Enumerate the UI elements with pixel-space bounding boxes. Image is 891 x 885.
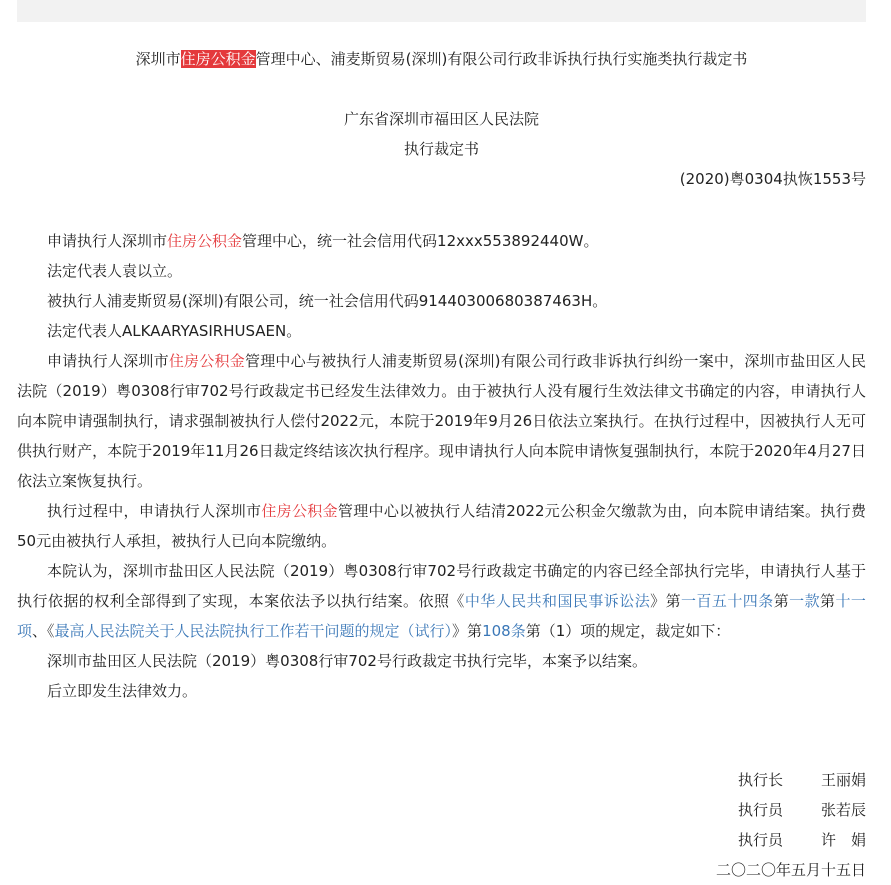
case-background-paragraph	[17, 346, 866, 496]
text-segment: 第	[773, 592, 790, 610]
text-segment: 申请执行人深圳市	[47, 232, 168, 250]
text-segment: 管理中心以被执行人结清2022元公积金欠缴款为由，向本院申请结案。执行费50元由被执行人承担，被执行人已向本院缴纳。	[17, 502, 866, 550]
text-segment: 执行过程中，申请执行人深圳市	[47, 502, 262, 520]
civil-procedure-law-link[interactable]: 中华人民共和国民事诉讼法	[464, 592, 651, 610]
court-name: 广东省深圳市福田区人民法院	[343, 110, 539, 128]
document-body	[17, 226, 866, 706]
effect-paragraph: 后立即发生法律效力。	[47, 682, 198, 700]
applicant-representative: 法定代表人袁以立。	[47, 262, 183, 280]
text-segment: 、《	[32, 622, 55, 640]
title-prefix: 深圳市	[135, 50, 181, 68]
article-154-link[interactable]: 一百五十四条	[681, 592, 774, 610]
signature-role: 执行员	[738, 801, 784, 819]
text-segment: 管理中心与被执行人浦麦斯贸易(深圳)有限公司行政非诉执行纠纷一案中，深圳市盐田区人民法院（2019）粤0308行审702号行政裁定书已经发生法律效力。由于被执行人没有履行生效法律文书确定的内容，申请执行人向本院申请强制执行，请求强制被执行人偿付2022元，本院于2019年9月26日依法立案执行。在执行过程中，因被执行人无可供执行财产，本院于2019年11月26日裁定终结该次执行程序。现申请执行人向本院申请恢复强制执行，本院于2020年4月27日依法立案恢复执行。	[17, 352, 866, 490]
ruling-paragraph: 深圳市盐田区人民法院（2019）粤0308行审702号行政裁定书执行完毕，本案予以结案。	[47, 652, 647, 670]
text-segment: 管理中心，统一社会信用代码12xxx553892440W。	[242, 232, 599, 250]
ruling-date: 二〇二〇年五月十五日	[715, 861, 866, 879]
title-suffix: 管理中心、浦麦斯贸易(深圳)有限公司行政非诉执行执行实施类执行裁定书	[255, 50, 748, 68]
article-108-link[interactable]: 108条	[482, 622, 526, 640]
text-segment: 》第	[452, 622, 483, 640]
document-type: 执行裁定书	[403, 140, 479, 158]
text-segment: 》第	[650, 592, 682, 610]
signature-role: 执行员	[738, 831, 784, 849]
text-segment: 本院认为，深圳市盐田区人民法院（2019）粤0308行审702号行政裁定书确定的内容已经全部执行完毕，申请执行人基于执行依据的权利全部得到了实现，本案依法予以执行结案。依照《	[17, 562, 866, 610]
keyword-highlight: 住房公积金	[168, 352, 245, 370]
execution-process-paragraph	[17, 496, 866, 556]
court-reasoning-paragraph	[17, 556, 866, 646]
applicant-paragraph	[17, 226, 866, 256]
respondent-paragraph: 被执行人浦麦斯贸易(深圳)有限公司，统一社会信用代码91440300680387463H。	[47, 292, 608, 310]
keyword-highlight: 住房公积金	[261, 502, 338, 520]
paragraph-one-link[interactable]: 一款	[789, 592, 821, 610]
document-title	[17, 47, 866, 71]
signature-role: 执行长	[738, 771, 784, 789]
case-number: (2020)粤0304执恢1553号	[679, 170, 866, 188]
signature-name: 许 娟	[820, 831, 866, 849]
respondent-representative: 法定代表人ALKAARYASIRHUSAEN。	[47, 322, 302, 340]
top-bar	[17, 0, 866, 22]
text-segment: 申请执行人深圳市	[47, 352, 169, 370]
supreme-court-provisions-link[interactable]: 最高人民法院关于人民法院执行工作若干问题的规定（试行）	[54, 622, 453, 640]
text-segment: 第（1）项的规定，裁定如下：	[525, 622, 731, 640]
signature-name: 王丽娟	[820, 771, 866, 789]
text-segment: 第	[820, 592, 836, 610]
title-keyword-highlight: 住房公积金	[180, 50, 256, 68]
keyword-highlight: 住房公积金	[167, 232, 243, 250]
signature-name: 张若辰	[820, 801, 866, 819]
item-eleven-link[interactable]: 十一项	[17, 592, 866, 640]
